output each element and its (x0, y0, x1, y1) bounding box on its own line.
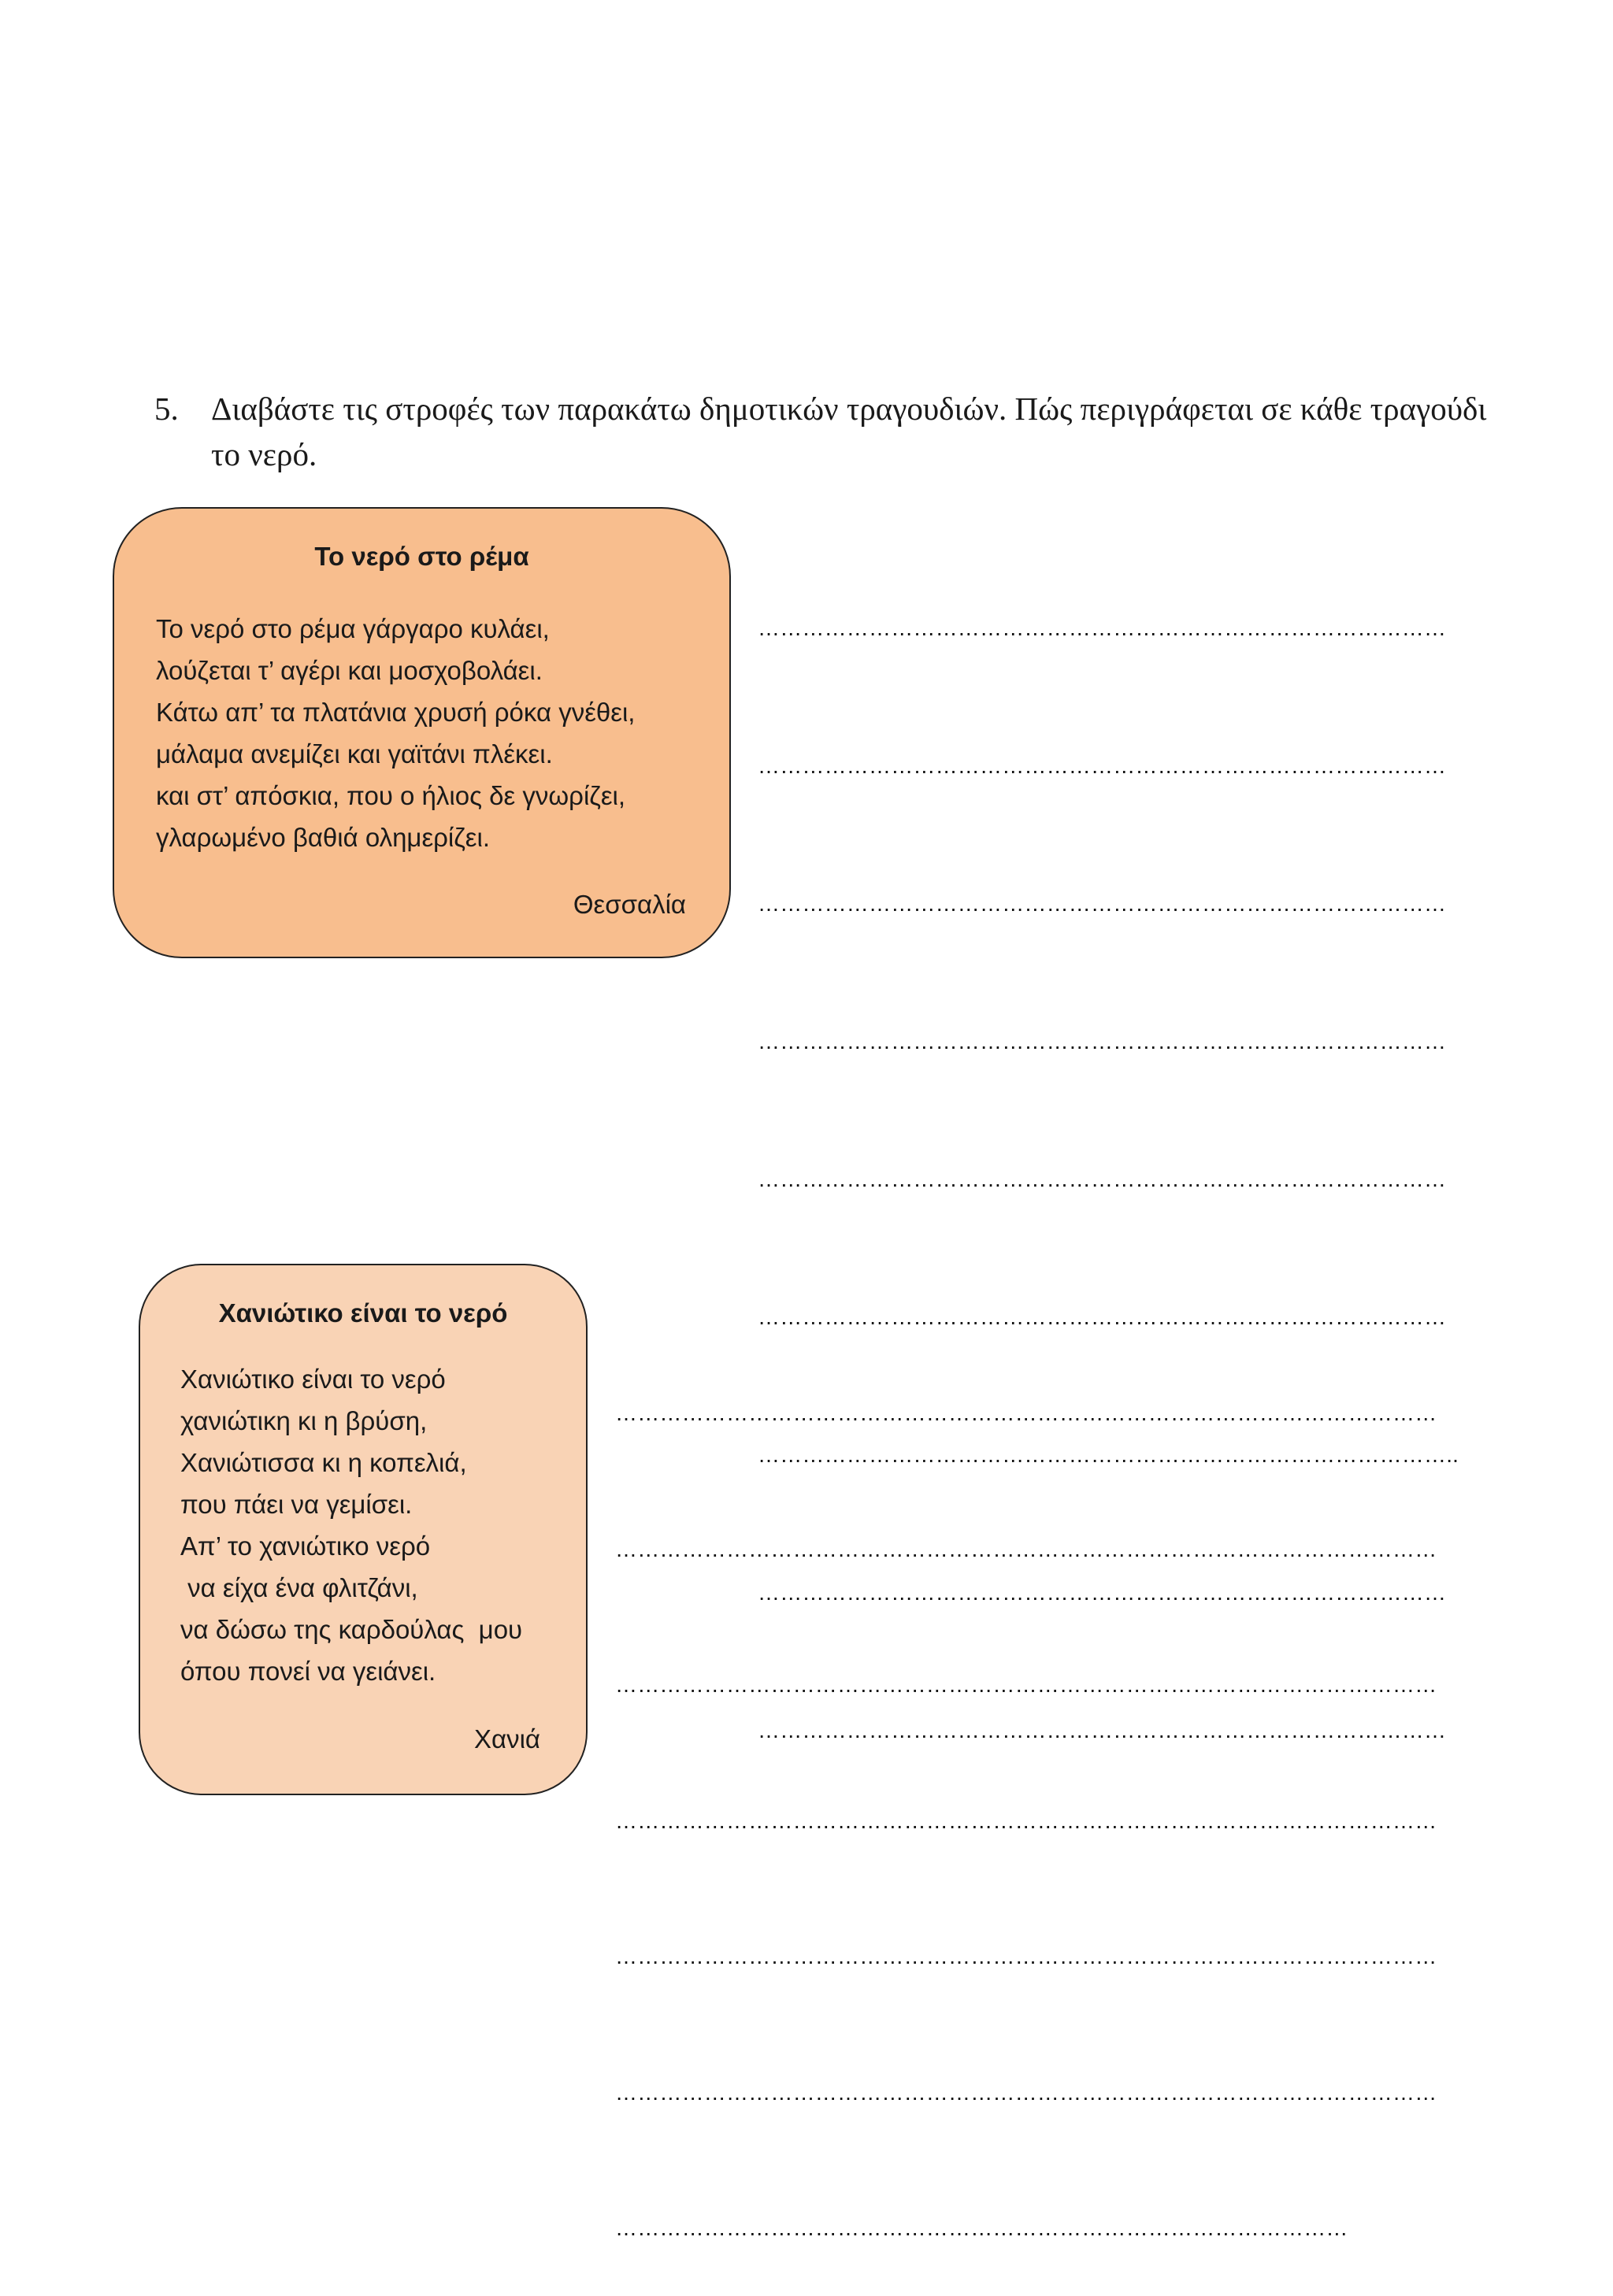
question-number: 5. (154, 391, 179, 427)
song-card-thessalia (113, 507, 731, 958)
answer-line[interactable]: ………………………………………………………………………………… (758, 1580, 1447, 1605)
song-card-chania (139, 1264, 588, 1795)
answer-line[interactable]: ………………………………………………………………………………… (758, 891, 1447, 916)
lyric-line: όπου πονεί να γειάνει. (180, 1657, 436, 1686)
answer-line[interactable]: ………………………………………………………………………………… (758, 1305, 1447, 1329)
lyric-line: μάλαμα ανεμίζει και γαϊτάνι πλέκει. (156, 739, 553, 768)
lyric-line: Χανιώτισσα κι η κοπελιά, (180, 1448, 467, 1477)
answer-line[interactable]: ………………………………………………………………………………… (758, 1029, 1447, 1054)
answer-line[interactable]: ………………………………………………………………………………………………… (615, 1672, 1437, 1697)
answer-line[interactable]: ………………………………………………………………………………………………… (615, 1944, 1437, 1968)
answer-line[interactable]: ………………………………………………………………………………… (758, 1718, 1447, 1742)
answer-line[interactable]: ………………………………………………………………………………………………… (615, 1536, 1437, 1561)
lyric-line: γλαρωμένο βαθιά ολημερίζει. (156, 823, 491, 852)
song-title: Το νερό στο ρέμα (314, 542, 529, 571)
song-region: Χανιά (474, 1724, 540, 1753)
answer-line[interactable]: ………………………………………………………………………………….. (758, 1442, 1459, 1467)
answer-line[interactable]: ………………………………………………………………………………… (758, 1167, 1447, 1191)
lyric-line: να δώσω της καρδούλας μου (180, 1615, 523, 1644)
answer-line[interactable]: ………………………………………………………………………………………………… (615, 2079, 1437, 2105)
answer-line[interactable]: ………………………………………………………………………………………………… (615, 1401, 1437, 1425)
answer-line[interactable]: ……………………………………………………………………………………… (615, 2216, 1348, 2240)
song-title: Χανιώτικο είναι το νερό (218, 1298, 508, 1328)
song-region: Θεσσαλία (573, 890, 686, 919)
lyric-line: Κάτω απ’ τα πλατάνια χρυσή ρόκα γνέθει, (156, 698, 636, 727)
lyric-line: που πάει να γεμίσει. (180, 1490, 413, 1519)
answer-line[interactable]: ………………………………………………………………………………………………… (615, 1808, 1437, 1833)
lyric-line: και στ’ απόσκια, που ο ήλιος δε γνωρίζει, (156, 781, 626, 810)
lyric-line: λούζεται τ’ αγέρι και μοσχοβολάει. (156, 656, 543, 685)
question-text: Διαβάστε τις στροφές των παρακάτω δημοτικών τραγουδιών. Πώς περιγράφεται σε κάθε τραγούδι το νερό. (211, 391, 1487, 472)
lyric-line: να είχα ένα φλιτζάνι, (180, 1573, 418, 1602)
answer-area-2[interactable] (615, 1300, 1470, 2296)
song-lyrics (180, 1358, 522, 1692)
lyric-line: Χανιώτικο είναι το νερό (180, 1365, 446, 1394)
lyric-line: Απ’ το χανιώτικο νερό (180, 1531, 431, 1561)
song-lyrics (156, 608, 635, 858)
answer-line[interactable]: ………………………………………………………………………………… (758, 616, 1447, 640)
lyric-line: Το νερό στο ρέμα γάργαρο κυλάει, (156, 614, 550, 643)
lyric-line: χανιώτικη κι η βρύση, (180, 1406, 428, 1435)
answer-line[interactable]: ………………………………………………………………………………… (758, 754, 1447, 778)
